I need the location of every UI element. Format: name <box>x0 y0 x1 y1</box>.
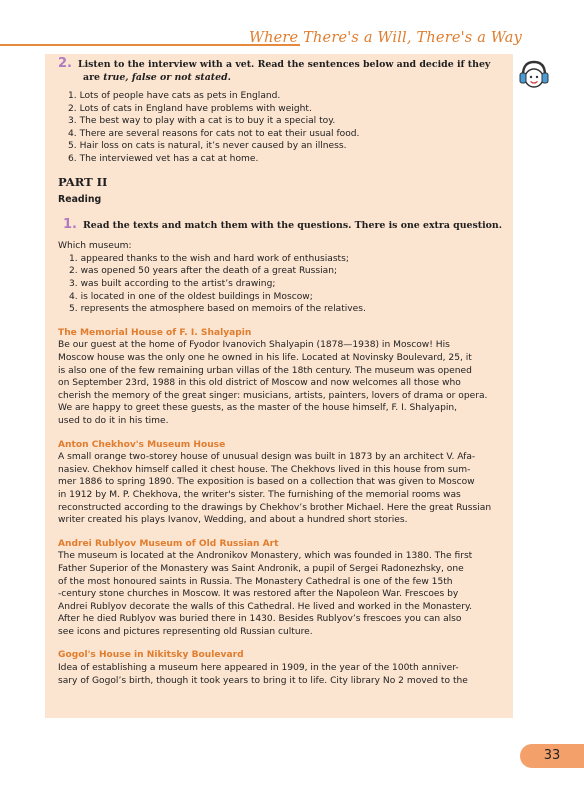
task-2-line-2-prefix: are <box>83 71 100 83</box>
task-number: 2. <box>58 56 72 71</box>
running-title: Where There's a Will, There's a Way <box>249 30 522 46</box>
task-1-instruction <box>58 216 504 233</box>
text-line: nasiev. Chekhov himself called it chest house. The Chekhovs lived in this house from sum- <box>58 464 471 475</box>
task-2-line-1: Listen to the interview with a vet. Read the sentences below and decide if they <box>77 59 491 70</box>
text-line: After he died Rublyov was buried there in 1430. Besides Rublyov’s frescoes you can also <box>58 614 462 625</box>
text-line: Idea of establishing a museum here appeared in 1909, in the year of the 100th anniver- <box>58 663 459 674</box>
text-line: Moscow house was the only one he owned in his life. Located at Novinsky Boulevard, 25, it <box>58 353 472 363</box>
headphones-icon <box>518 58 550 92</box>
text-line: Be our guest at the home of Fyodor Ivanovich Shalyapin (1878—1938) in Moscow! His <box>58 340 450 351</box>
page-content <box>58 58 504 687</box>
task-number: 1. <box>63 216 77 232</box>
section-heading: Reading <box>58 194 102 206</box>
list-item: 2. was opened 50 years after the death of a great Russian; <box>69 266 338 277</box>
text-line: used to do it in his time. <box>58 415 169 426</box>
list-item: 2. Lots of cats in England have problems with weight. <box>68 103 312 114</box>
part-heading: PART II <box>58 174 108 189</box>
text-line: is also one of the few remaining urban villas of the 18th century. The museum was opened <box>58 365 472 376</box>
museum-title: Gogol's House in Nikitsky Boulevard <box>58 650 244 661</box>
text-line: We are happy to greet these guests, as the master of the house himself, F. I. Shalyapin, <box>58 403 458 414</box>
page-number: 33 <box>520 744 584 768</box>
text-line: Father Superior of the Monastery was Saint Andronik, a pupil of Sergei Radonezhsky, one <box>58 563 464 574</box>
text-line: cherish the memory of the great singer: musicians, artists, painters, lovers of drama or opera. <box>58 390 488 401</box>
list-item: 4. is located in one of the oldest buildings in Moscow; <box>69 291 313 302</box>
text-line: The museum is located at the Andronikov Monastery, which was founded in 1380. The first <box>58 551 473 562</box>
task-2-line-2-italic: true, false or not stated <box>103 71 228 83</box>
text-line: -century stone churches in Moscow. It was restored after the Napoleon War. Frescoes by <box>58 589 459 600</box>
museum-text <box>58 550 504 638</box>
text-line: in 1912 by M. P. Chekhova, the writer's sister. The furnishing of the memorial rooms was <box>58 489 461 500</box>
list-item: 1. appeared thanks to the wish and hard work of enthusiasts; <box>69 253 349 264</box>
text-line: Andrei Rublyov decorate the walls of this Cathedral. He lived and worked in the Monastery. <box>58 601 472 612</box>
task-2-line-2-suffix: . <box>227 71 231 83</box>
museum-text <box>58 451 504 527</box>
list-item: 3. The best way to play with a cat is to buy it a special toy. <box>68 116 336 127</box>
list-item: 1. Lots of people have cats as pets in England. <box>68 91 281 101</box>
question-intro: Which museum: <box>58 241 132 252</box>
text-line: reconstructed according to the drawings by Chekhov’s brother Michael. Here the great Russian <box>58 502 492 513</box>
list-item: 5. Hair loss on cats is natural, it’s never caused by an illness. <box>68 141 347 152</box>
text-line: mer 1886 to spring 1890. The exposition is based on a collection that was given to Moscow <box>58 477 475 488</box>
text-line: see icons and pictures representing old Russian culture. <box>58 626 313 637</box>
museum-title: The Memorial House of F. I. Shalyapin <box>58 327 252 338</box>
text-line: sary of Gogol’s birth, though it took years to bring it to life. City library No 2 moved to the <box>58 675 468 686</box>
museum-text <box>58 339 504 427</box>
text-line: A small orange two-storey house of unusual design was built in 1873 by an architect V. Afa- <box>58 452 476 463</box>
text-line: of the most honoured saints in Russia. The Monastery Cathedral is one of the few 15th <box>58 576 453 587</box>
list-item: 6. The interviewed vet has a cat at home. <box>68 153 259 164</box>
question-list <box>58 253 504 316</box>
text-line: writer created his plays Ivanov, Wedding, and about a hundred short stories. <box>58 515 408 526</box>
task-1-text: Read the texts and match them with the questions. There is one extra question. <box>82 219 503 231</box>
task-2-statements <box>58 90 504 166</box>
list-item: 5. represents the atmosphere based on memoirs of the relatives. <box>69 304 366 315</box>
museum-title: Anton Chekhov's Museum House <box>58 439 226 450</box>
museum-text <box>58 662 504 687</box>
list-item: 3. was built according to the artist’s drawing; <box>69 279 276 290</box>
task-2-instruction <box>58 58 504 84</box>
list-item: 4. There are several reasons for cats not to eat their usual food. <box>68 128 360 139</box>
museum-title: Andrei Rublyov Museum of Old Russian Art <box>58 538 279 549</box>
text-line: on September 23rd, 1988 in this old district of Moscow and now welcomes all those who <box>58 378 461 389</box>
